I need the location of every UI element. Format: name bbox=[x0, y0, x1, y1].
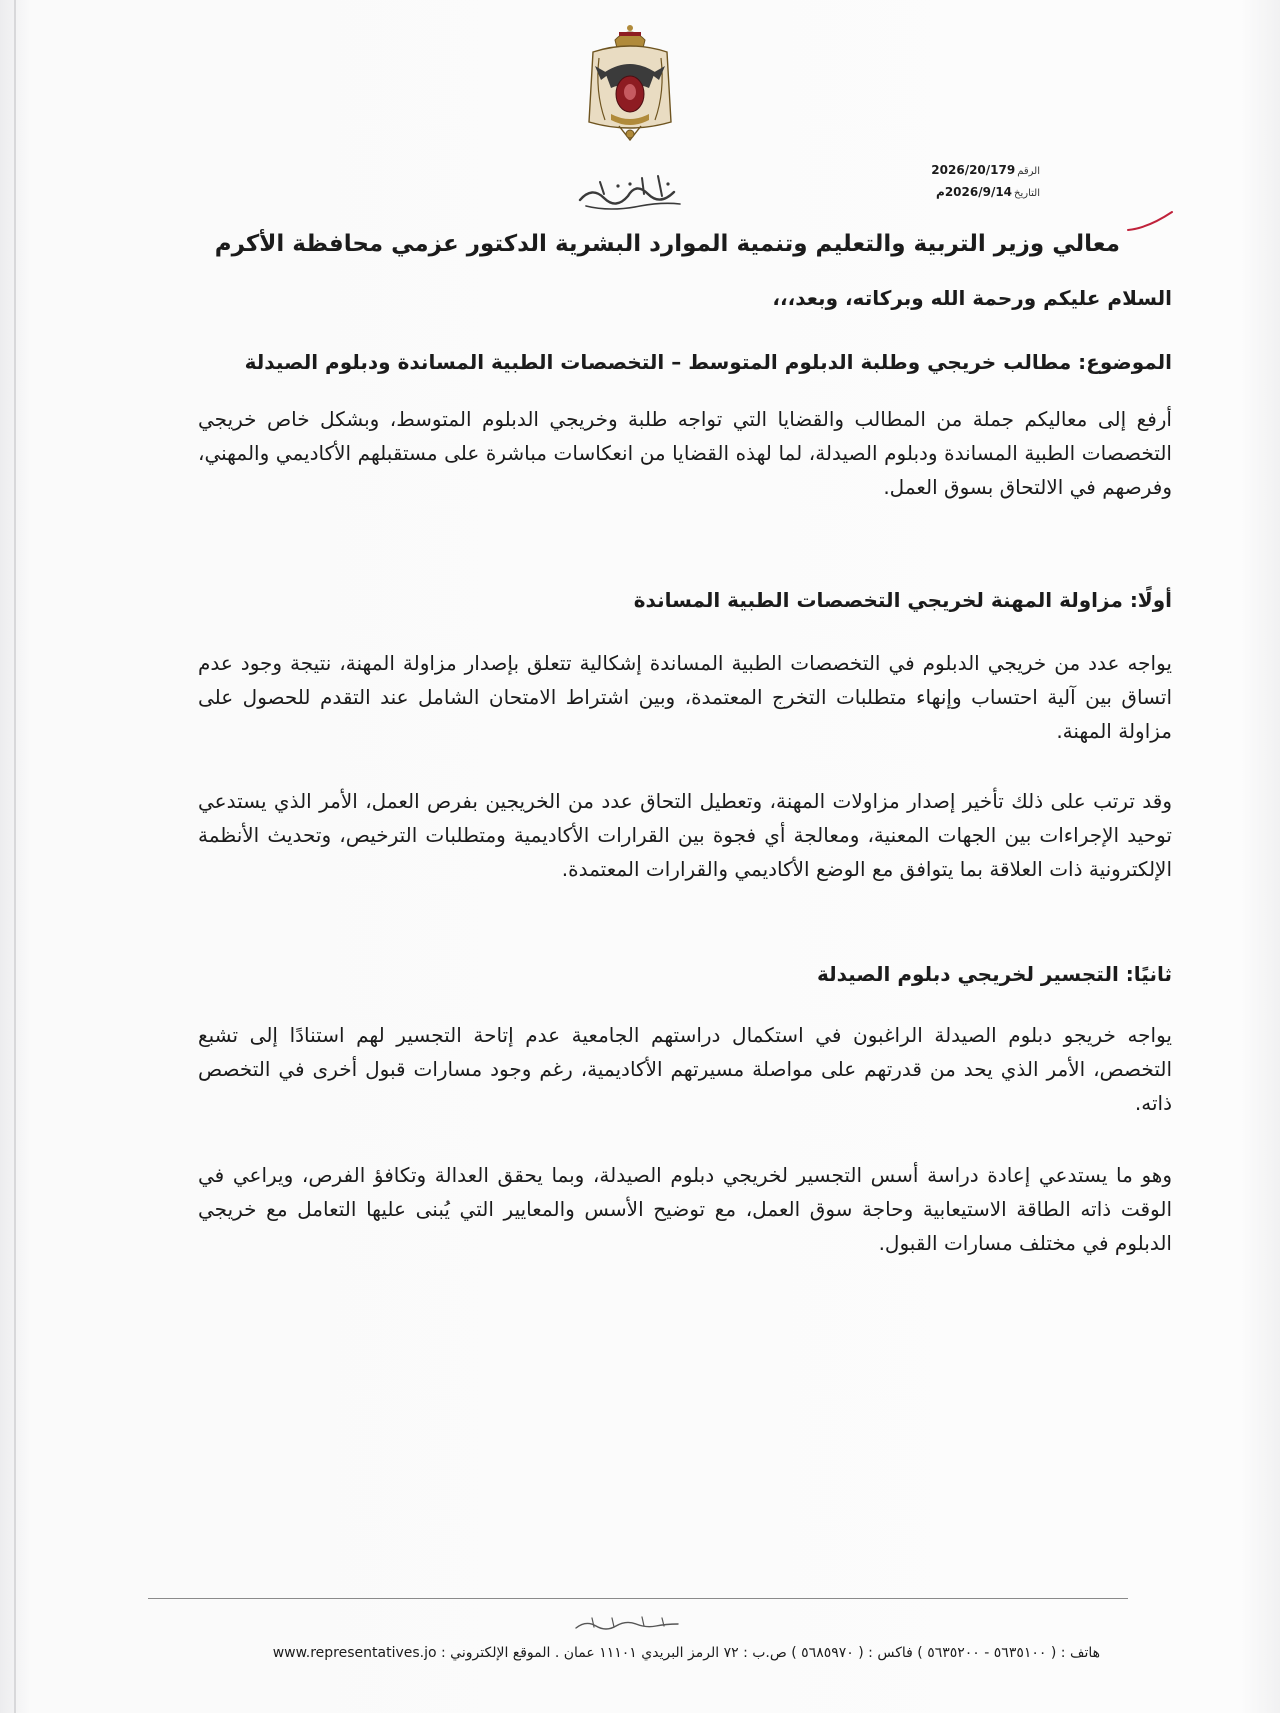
reference-number-row bbox=[840, 160, 1040, 182]
section-1-paragraph-2: وقد ترتب على ذلك تأخير إصدار مزاولات المهنة، وتعطيل التحاق عدد من الخريجين بفرص العمل، الأمر الذي يستدعي توحيد الإجراءات بين الجهات المعنية، ومعالجة أي فجوة بين القرارات الأكاديمية ومتطلبات الترخيص، وتحديث الأنظمة الإلكترونية ذات العلاقة بما يتوافق مع الوضع الأكاديمي والقرارات المعتمدة. bbox=[198, 789, 1172, 881]
royal-emblem-icon bbox=[575, 22, 685, 144]
reference-block bbox=[840, 160, 1040, 204]
footer-contact-details: هاتف : ( ٥٦٣٥١٠٠ - ٥٦٣٥٢٠٠ ) فاكس : ( ٥٦٨٥٩٧٠ ) ص.ب : ٧٢ الرمز البريدي ١١١٠١ عمان . الموقع الإلكتروني : bbox=[441, 1645, 1100, 1661]
footer-divider bbox=[148, 1598, 1128, 1599]
pen-tick-mark bbox=[1126, 208, 1176, 238]
reference-number: 2026/20/179 bbox=[931, 163, 1016, 177]
section-2-paragraph-2: وهو ما يستدعي إعادة دراسة أسس التجسير لخريجي دبلوم الصيدلة، وبما يحقق العدالة وتكافؤ الفرص، ويراعي في الوقت ذاته الطاقة الاستيعابية وحاجة سوق العمل، مع توضيح الأسس والمعايير التي يُبنى عليها التعامل مع خريجي الدبلوم في مختلف مسارات القبول. bbox=[198, 1163, 1172, 1255]
parliament-calligraphy-logo bbox=[570, 164, 690, 216]
subject-line: الموضوع: مطالب خريجي وطلبة الدبلوم المتوسط – التخصصات الطبية المساندة ودبلوم الصيدلة bbox=[244, 350, 1172, 374]
reference-number-label: الرقم bbox=[1017, 166, 1040, 177]
intro-paragraph: أرفع إلى معاليكم جملة من المطالب والقضايا التي تواجه طلبة وخريجي الدبلوم المتوسط، وبشكل خاص خريجي التخصصات الطبية المساندة ودبلوم الصيدلة، لما لهذه القضايا من انعكاسات مباشرة على مستقبلهم الأكاديمي والمهني، وفرصهم في الالتحاق بسوق العمل. bbox=[198, 407, 1172, 499]
kingdom-calligraphy-seal bbox=[572, 1614, 682, 1634]
footer-website-link[interactable]: www.representatives.jo bbox=[272, 1645, 437, 1661]
section-2-heading: ثانيًا: التجسير لخريجي دبلوم الصيدلة bbox=[816, 962, 1172, 986]
addressee-line: معالي وزير التربية والتعليم وتنمية الموارد البشرية الدكتور عزمي محافظة الأكرم bbox=[214, 231, 1120, 257]
greeting-line: السلام عليكم ورحمة الله وبركاته، وبعد،،، bbox=[772, 286, 1172, 310]
page-edge-shadow bbox=[14, 0, 16, 1713]
footer-contact-line bbox=[180, 1642, 1100, 1664]
reference-date-label: التاريخ bbox=[1014, 188, 1040, 199]
reference-date-row bbox=[840, 182, 1040, 204]
section-1-heading: أولًا: مزاولة المهنة لخريجي التخصصات الطبية المساندة bbox=[633, 588, 1172, 612]
reference-date: 2026/9/14م bbox=[936, 185, 1013, 199]
section-2-paragraph-1: يواجه خريجو دبلوم الصيدلة الراغبون في استكمال دراستهم الجامعية عدم إتاحة التجسير لهم استنادًا إلى تشبع التخصص، الأمر الذي يحد من قدرتهم على مواصلة مسيرتهم الأكاديمية، رغم وجود مسارات قبول أخرى في التخصص ذاته. bbox=[198, 1023, 1172, 1115]
section-1-paragraph-1: يواجه عدد من خريجي الدبلوم في التخصصات الطبية المساندة إشكالية تتعلق بإصدار مزاولة المهنة، نتيجة وجود عدم اتساق بين آلية احتساب وإنهاء متطلبات التخرج المعتمدة، وبين اشتراط الامتحان الشامل عند التقدم للحصول على مزاولة المهنة. bbox=[198, 651, 1172, 743]
